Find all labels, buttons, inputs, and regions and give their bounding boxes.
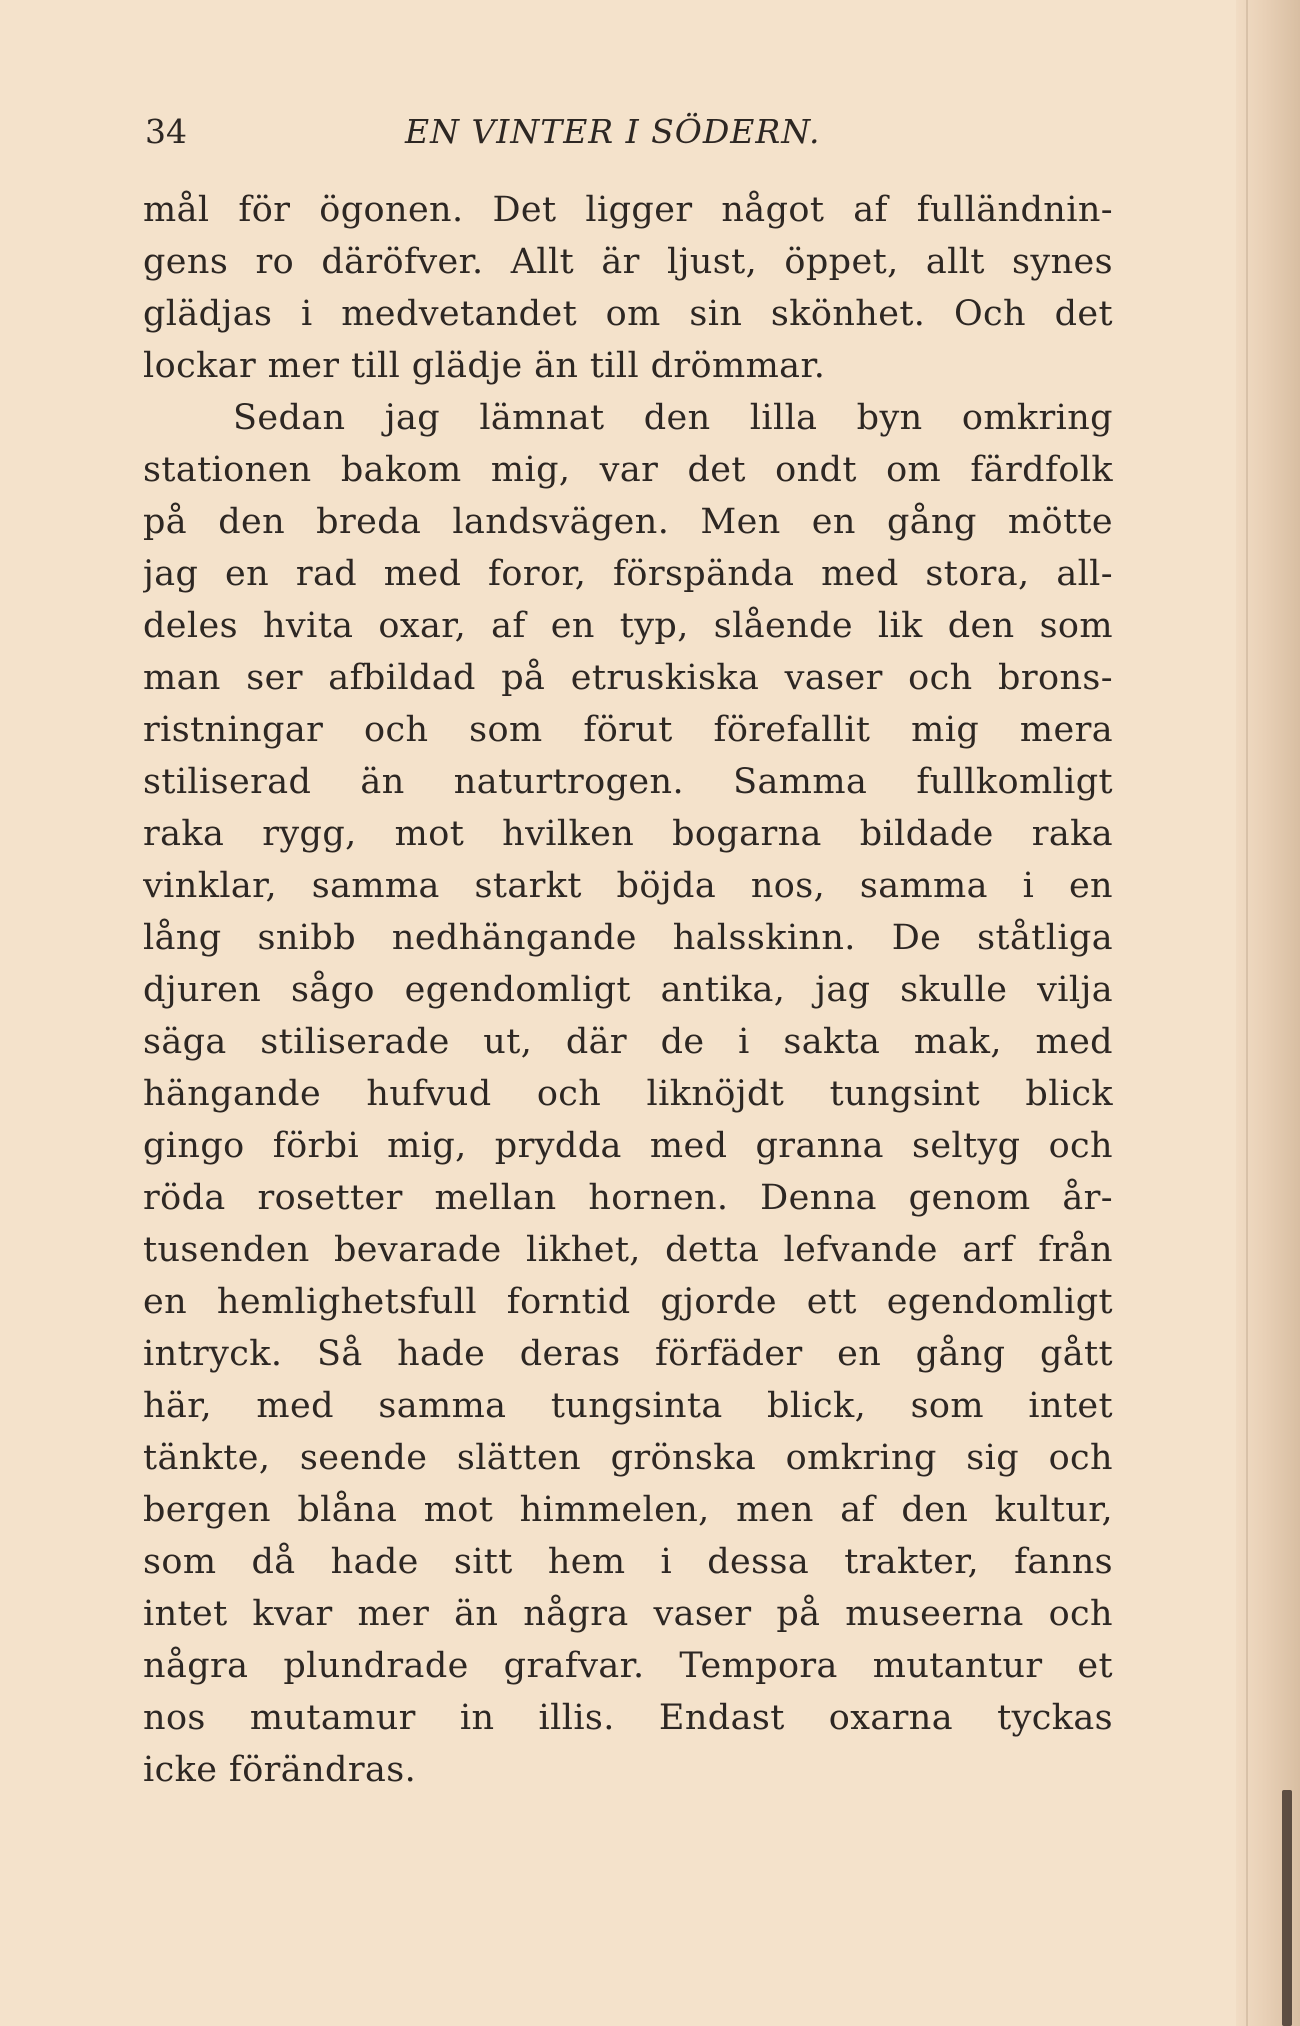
text-line: glädjas i medvetandet om sin skönhet. Och det <box>143 294 1113 334</box>
text-line: röda rosetter mellan hornen. Denna genom år- <box>143 1178 1113 1218</box>
text-line: en hemlighetsfull forntid gjorde ett egendomligt <box>143 1282 1113 1322</box>
text-line: några plundrade grafvar. Tempora mutantur et <box>143 1646 1113 1686</box>
text-line: tänkte, seende slätten grönska omkring sig och <box>143 1438 1113 1478</box>
text-line: på den breda landsvägen. Men en gång mötte <box>143 502 1113 542</box>
text-line: hängande hufvud och liknöjdt tungsint blick <box>143 1074 1113 1114</box>
running-head <box>145 112 1113 160</box>
page-number: 34 <box>145 112 187 151</box>
text-line: gingo förbi mig, prydda med granna seltyg och <box>143 1126 1113 1166</box>
text-line: som då hade sitt hem i dessa trakter, fanns <box>143 1542 1113 1582</box>
text-line: stationen bakom mig, var det ondt om färdfolk <box>143 450 1113 490</box>
text-line: gens ro däröfver. Allt är ljust, öppet, allt synes <box>143 242 1113 282</box>
text-line: raka rygg, mot hvilken bogarna bildade raka <box>143 814 1113 854</box>
text-line: mål för ögonen. Det ligger något af fulländnin- <box>143 190 1113 230</box>
text-line: Sedan jag lämnat den lilla byn omkring <box>233 398 1113 438</box>
text-line: icke förändras. <box>143 1750 417 1790</box>
text-line: säga stiliserade ut, där de i sakta mak, med <box>143 1022 1113 1062</box>
text-line: nos mutamur in illis. Endast oxarna tyckas <box>143 1698 1113 1738</box>
page-edge <box>1236 0 1300 2026</box>
text-line: intryck. Så hade deras förfäder en gång gått <box>143 1334 1113 1374</box>
text-line: intet kvar mer än några vaser på museerna och <box>143 1594 1113 1634</box>
paragraph-1 <box>143 184 1113 392</box>
text-line: djuren sågo egendomligt antika, jag skulle vilja <box>143 970 1113 1010</box>
text-line: lockar mer till glädje än till drömmar. <box>143 346 826 386</box>
text-line: ristningar och som förut förefallit mig mera <box>143 710 1113 750</box>
text-line: vinklar, samma starkt böjda nos, samma i en <box>143 866 1113 906</box>
text-line: tusenden bevarade likhet, detta lefvande arf från <box>143 1230 1113 1270</box>
text-line: man ser afbildad på etruskiska vaser och brons- <box>143 658 1113 698</box>
text-line: jag en rad med foror, förspända med stora, all- <box>143 554 1113 594</box>
text-line: här, med samma tungsinta blick, som intet <box>143 1386 1113 1426</box>
text-line: bergen blåna mot himmelen, men af den kultur, <box>143 1490 1113 1530</box>
text-line: lång snibb nedhängande halsskinn. De ståtliga <box>143 918 1113 958</box>
body-text <box>143 184 1113 1796</box>
text-line: stiliserad än naturtrogen. Samma fullkomligt <box>143 762 1113 802</box>
book-title: EN VINTER I SÖDERN. <box>405 112 821 151</box>
text-line: deles hvita oxar, af en typ, slående lik den som <box>143 606 1113 646</box>
paragraph-2 <box>143 392 1113 1796</box>
